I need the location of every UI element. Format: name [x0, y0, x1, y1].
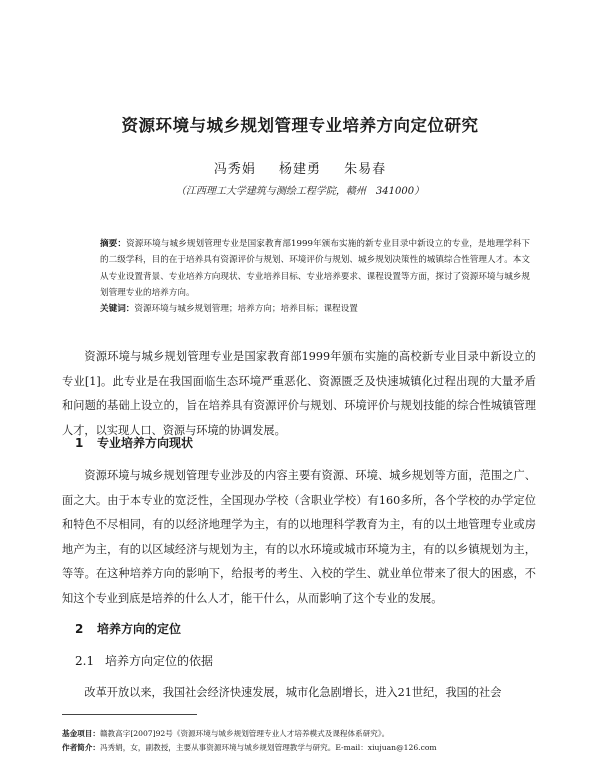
keywords	[100, 302, 530, 314]
keywords-label: 关键词：	[100, 304, 135, 314]
footnote-text: 冯秀娟，女，副教授，主要从事资源环境与城乡规划管理教学与研究。E-mail：xiujuan@126.com	[99, 743, 437, 752]
abstract	[100, 236, 530, 302]
author-name: 杨建勇	[278, 162, 321, 177]
affiliation: （江西理工大学建筑与测绘工程学院，赣州 341000）	[175, 186, 425, 197]
footnote-divider	[62, 714, 197, 715]
section-title: 专业培养方向现状	[97, 436, 194, 450]
footnote-author-bio	[62, 742, 542, 753]
section-heading-2	[75, 620, 181, 637]
footnote-funding	[62, 728, 542, 739]
footnote-label: 作者简介：	[62, 743, 100, 752]
section1-paragraph: 资源环境与城乡规划管理专业涉及的内容主要有资源、环境、城乡规划等方面，范围之广、面之大。由于本专业的宽泛性，全国现办学校（含职业学校）有160多所，各个学校的办学定位和特色不尽相同，有的以经济地理学为主，有的以地理科学教育为主，有的以土地管理专业或房地产为主，有的以区域经济与规划为主，有的以水环境或城市环境为主，有的以乡镇规划为主，等等。在这种培养方向的影响下，给报考的考生、入校的学生、就业单位带来了很大的困惑，不知这个专业到底是培养的什么人才，能干什么，从而影响了这个专业的发展。	[62, 469, 536, 605]
section21-paragraph: 改革开放以来，我国社会经济快速发展，城市化急剧增长，进入21世纪，我国的社会	[84, 686, 502, 699]
author-name: 冯秀娟	[213, 162, 256, 177]
section-title: 培养方向的定位	[97, 622, 182, 636]
keywords-text: 资源环境与城乡规划管理；培养方向；培养目标；课程设置	[134, 304, 358, 314]
subsection-number: 2.1	[75, 654, 95, 668]
abstract-label: 摘要：	[100, 239, 127, 249]
author-name: 朱易春	[344, 162, 387, 177]
author-list	[0, 158, 600, 177]
paper-title: 资源环境与城乡规划管理专业培养方向定位研究	[121, 116, 479, 135]
footnote-text: 赣教高字[2007]92号《资源环境与城乡规划管理专业人才培养模式及课程体系研究》。	[99, 729, 390, 738]
section-heading-1	[75, 434, 193, 451]
section-number: 2	[75, 622, 84, 636]
subsection-heading-2-1	[75, 652, 213, 669]
subsection-title: 培养方向定位的依据	[105, 654, 214, 668]
intro-paragraph: 资源环境与城乡规划管理专业是国家教育部1999年颁布实施的高校新专业目录中新设立的专业[1]。此专业是在我国面临生态环境严重恶化、资源匮乏及快速城镇化过程出现的大量矛盾和问题的基础上设立的，旨在培养具有资源评价与规划、环境评价与规划技能的综合性城镇管理人才，以实现人口、资源与环境的协调发展。	[62, 350, 536, 437]
abstract-text: 资源环境与城乡规划管理专业是国家教育部1999年颁布实施的新专业目录中新设立的专业，是地理学科下的二级学科，目的在于培养具有资源评价与规划、环境评价与规划、城乡规划决策性的城镇综合性管理人才。本文从专业设置背景、专业培养方向现状、专业培养目标、专业培养要求、课程设置等方面，探讨了资源环境与城乡规划管理专业的培养方向。	[100, 239, 530, 299]
section-number: 1	[75, 436, 84, 450]
footnote-label: 基金项目：	[62, 729, 100, 738]
